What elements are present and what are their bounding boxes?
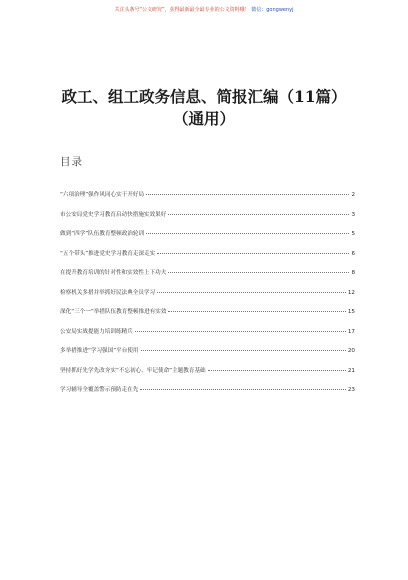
toc-item[interactable] <box>60 366 355 386</box>
toc-item-title: “六项治理”强作风同心实干开好局 <box>60 192 145 198</box>
header-note-wechat: 微信：gongwenyj <box>249 7 294 13</box>
toc-item-title: “五个带头”推进党史学习教育走深走实 <box>60 250 156 257</box>
header-note-text: 关注头条号“公文研究”，获得最新最全最专业的公文资料哦！ <box>114 7 250 13</box>
toc-leader-dots <box>141 350 346 351</box>
toc-leader-dots <box>157 253 349 254</box>
toc-item-page: 3 <box>351 211 355 218</box>
toc-item-page: 12 <box>347 289 355 296</box>
toc-item[interactable] <box>60 268 355 288</box>
toc-item-page: 8 <box>351 270 355 276</box>
toc-leader-dots <box>168 311 345 312</box>
toc-item[interactable] <box>60 288 355 308</box>
toc-heading: 目录 <box>60 156 83 168</box>
toc-item-title: 在提升教育培训的针对性和实效性上下功夫 <box>60 270 167 276</box>
toc-item-title: 市公安局党史学习教育启动快措施实效果好 <box>60 211 167 218</box>
toc-item-page: 17 <box>347 328 355 335</box>
toc-item-title: 深化“三个一”举措队伍教育整顿推进有实效 <box>60 309 167 315</box>
toc-list <box>60 190 355 405</box>
header-note <box>0 6 408 13</box>
document-title: 政工、组工政务信息、简报汇编（11篇） <box>61 87 347 106</box>
toc-item[interactable] <box>60 385 355 405</box>
toc-item-title: 公安局实战提能力培训练精兵 <box>60 328 133 335</box>
toc-item-title: 多举措推进“学习强国”平台使用 <box>60 348 139 354</box>
toc-item-page: 15 <box>347 309 355 315</box>
toc-item[interactable] <box>60 190 355 210</box>
toc-item-page: 6 <box>351 250 355 257</box>
toc-leader-dots <box>168 214 349 215</box>
toc-item[interactable] <box>60 346 355 366</box>
toc-item-title: 学习辅导全覆盖警示预防走在先 <box>60 387 139 393</box>
toc-leader-dots <box>146 194 349 195</box>
toc-item[interactable] <box>60 210 355 230</box>
toc-item-title: 坚持抓好先学先改夯实“不忘初心、牢记使命”主题教育基础 <box>60 367 206 374</box>
toc-item-page: 20 <box>347 348 355 354</box>
toc-leader-dots <box>135 331 346 332</box>
document-subtitle: （通用） <box>172 109 235 128</box>
toc-leader-dots <box>157 292 346 293</box>
toc-item[interactable] <box>60 327 355 347</box>
toc-item[interactable] <box>60 229 355 249</box>
toc-leader-dots <box>168 272 349 273</box>
title-block <box>0 86 408 130</box>
toc-item-title: 检察机关多措并举抓好民法典全员学习 <box>60 289 156 296</box>
toc-item-page: 23 <box>347 387 355 393</box>
toc-item[interactable] <box>60 249 355 269</box>
toc-item-page: 5 <box>351 231 355 237</box>
toc-leader-dots <box>146 233 349 234</box>
toc-item-page: 2 <box>351 192 355 198</box>
toc-leader-dots <box>208 370 346 371</box>
toc-leader-dots <box>140 389 346 390</box>
toc-item-title: 做到“四学”队伍教育整顿政治轮训 <box>60 231 145 237</box>
toc-item[interactable] <box>60 307 355 327</box>
toc-item-page: 21 <box>347 367 355 374</box>
